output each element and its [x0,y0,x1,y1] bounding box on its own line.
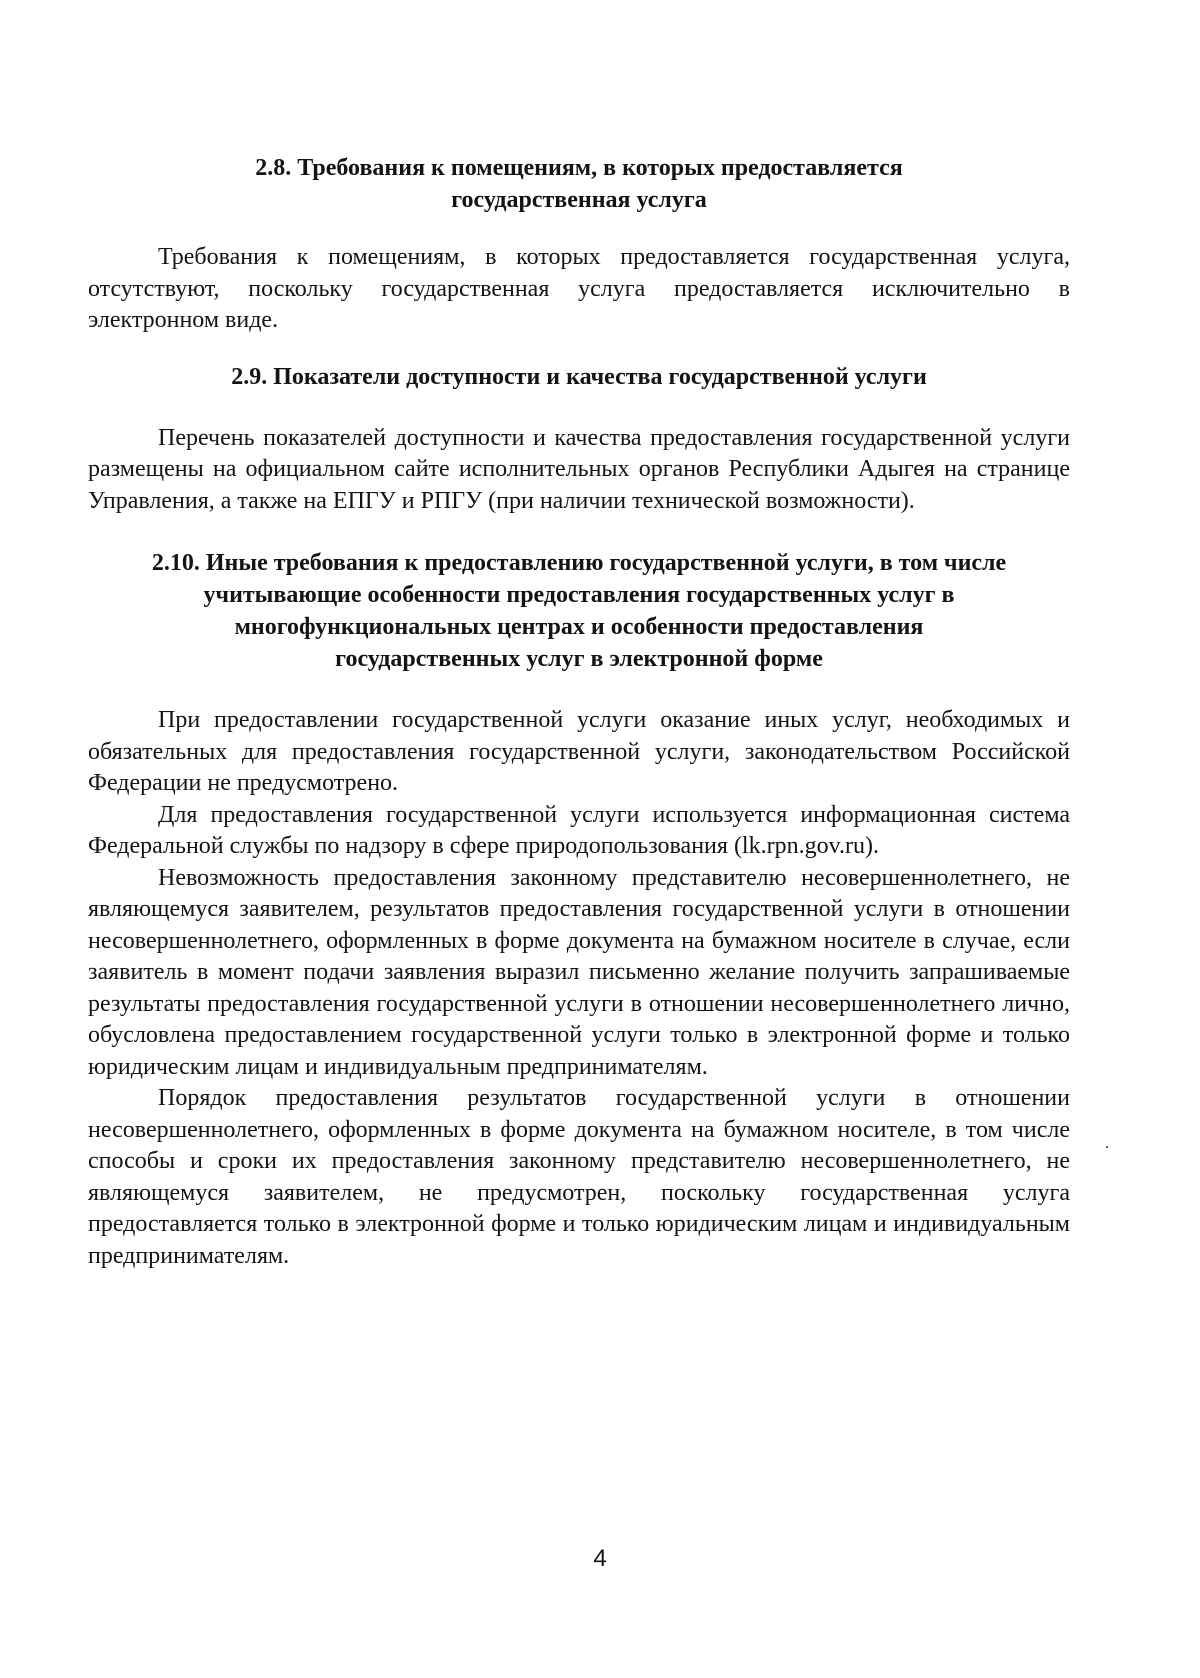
section-2-10-paragraph-3: Невозможность предоставления законному представителю несовершеннолетнего, не являющемуся заявителем, результатов предоставления государственной услуги в отношении несовершеннолетнего, оформленных в форме документа на бумажном носителе в случае, если заявитель в момент подачи заявления выразил письменно желание получить запрашиваемые результаты предоставления государственной услуги в отношении несовершеннолетнего лично, обусловлена предоставлением государственной услуги только в электронной форме и только юридическим лицам и индивидуальным предпринимателям. [88,864,1070,1080]
section-heading-2-9 [88,361,1070,393]
section-heading-2-10-line-4: государственных услуг в электронной форме [335,646,823,672]
section-2-9-paragraph: Перечень показателей доступности и качества предоставления государственной услуги размещены на официальном сайте исполнительных органов Республики Адыгея на странице Управления, а также на ЕПГУ и РПГУ (при наличии технической возможности). [88,424,1070,514]
section-2-10-paragraph-1: При предоставлении государственной услуги оказание иных услуг, необходимых и обязательных для предоставления государственной услуги, законодательством Российской Федерации не предусмотрено. [88,707,1070,796]
section-heading-2-9-line-1: 2.9. Показатели доступности и качества государственной услуги [231,363,927,390]
section-heading-2-10-line-2: учитывающие особенности предоставления государственных услуг в [203,582,955,608]
section-2-10-paragraph-4: Порядок предоставления результатов государственной услуги в отношении несовершеннолетнего, оформленных в форме документа на бумажном носителе, в том числе способы и сроки их предоставления законному представителю несовершеннолетнего, не являющемуся заявителем, не предусмотрен, поскольку государственная услуга предоставляется только в электронной форме и только юридическим лицам и индивидуальным предпринимателям. [88,1085,1070,1269]
section-heading-2-10-line-1: 2.10. Иные требования к предоставлению государственной услуги, в том числе [151,550,1007,576]
section-2-8-paragraph: Требования к помещениям, в которых предоставляется государственная услуга, отсутствуют, поскольку государственная услуга предоставляется исключительно в электронном виде. [88,244,1070,333]
section-heading-2-8-line-2: государственная услуга [451,187,707,213]
page-content [88,152,1070,1272]
section-heading-2-10-line-3: многофункциональных центрах и особенности предоставления [234,614,924,640]
page-number: 4 [593,1545,607,1572]
section-2-10-paragraph-2: Для предоставления государственной услуги используется информационная система Федеральной службы по надзору в сфере природопользования (lk.rpn.gov.ru). [88,801,1070,859]
scan-speck [1106,1146,1108,1148]
section-heading-2-8-line-1: 2.8. Требования к помещениям, в которых предоставляется [255,155,903,181]
section-heading-2-10 [88,547,1070,675]
section-heading-2-8 [88,152,1070,216]
